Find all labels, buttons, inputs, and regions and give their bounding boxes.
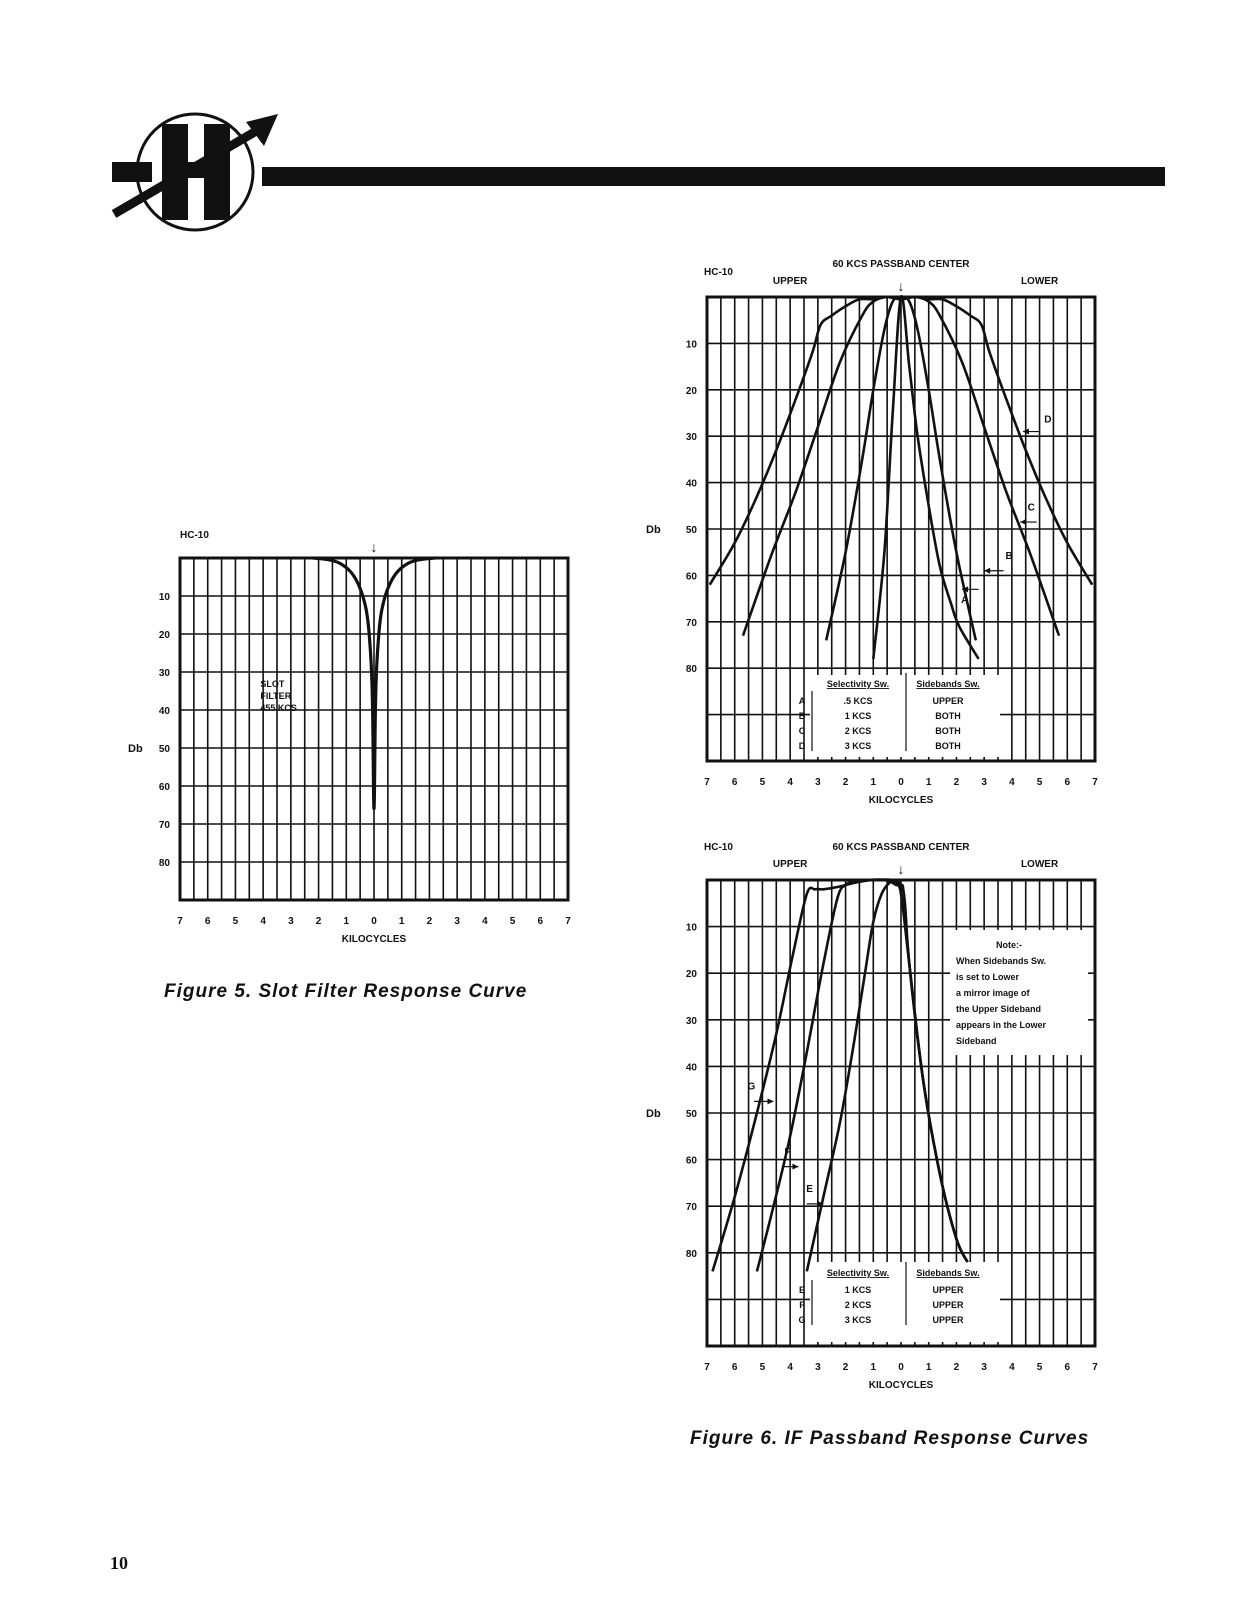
y-tick-label: 80 [685,664,697,676]
legend-selectivity: 1 KCS [844,711,872,721]
x-tick-label: 4 [260,916,266,927]
x-tick-label: 5 [1036,777,1043,788]
note-text: When Sidebands Sw. [956,956,1047,966]
annotation-text: 455 KCS [260,703,297,714]
series-label-a: A [961,595,969,607]
legend-selectivity: .5 KCS [843,696,873,706]
x-axis-label: KILOCYCLES [868,1380,934,1391]
arrowhead [792,1164,798,1170]
x-tick-label: 1 [925,777,932,788]
x-tick-label: 5 [759,1362,766,1373]
x-tick-label: 2 [315,916,322,927]
x-tick-label: 0 [898,1362,904,1373]
y-tick-label: 30 [685,1015,697,1027]
note-text: the Upper Sideband [956,1004,1042,1014]
model-label: HC-10 [704,267,733,278]
x-tick-label: 0 [371,916,377,927]
x-tick-label: 5 [232,916,239,927]
legend-sidebands: UPPER [932,1315,964,1325]
legend-selectivity: 3 KCS [844,1315,872,1325]
chart-title: 60 KCS PASSBAND CENTER [832,842,970,853]
note-text: Note:- [996,940,1022,950]
legend-sidebands: UPPER [932,696,964,706]
x-tick-label: 3 [815,777,821,788]
x-tick-label: 6 [1064,1362,1071,1373]
x-tick-label: 0 [898,777,904,788]
legend-sidebands: UPPER [932,1300,964,1310]
center-marker: ↓ [370,539,378,555]
legend-header-sidebands: Sidebands Sw. [916,679,980,689]
x-tick-label: 4 [787,1362,793,1373]
y-tick-label: 20 [685,969,697,981]
y-tick-label: 50 [685,1109,697,1120]
y-tick-label: 70 [685,1202,697,1214]
x-tick-label: 1 [398,916,405,927]
x-tick-label: 4 [1009,777,1015,788]
y-tick-label: 20 [685,385,697,397]
y-tick-label: 40 [685,1062,697,1074]
x-tick-label: 6 [204,916,211,927]
y-tick-label: 80 [158,858,170,869]
x-tick-label: 2 [953,777,960,788]
y-tick-label: 70 [685,617,697,629]
y-tick-label: 80 [685,1248,697,1260]
x-tick-label: 7 [1092,777,1098,788]
x-tick-label: 7 [704,777,710,788]
legend-sidebands: UPPER [932,1285,964,1295]
x-tick-label: 6 [537,916,544,927]
series-label-c: C [1027,502,1035,514]
legend-key: C [798,726,806,736]
legend-key: D [798,741,806,751]
x-tick-label: 3 [981,777,987,788]
series-label-b: B [1005,551,1013,563]
annotation-text: SLOT [260,679,285,690]
legend-key: A [798,696,806,706]
x-tick-label: 5 [509,916,516,927]
legend-key: B [798,711,806,721]
note-text: Sideband [956,1036,997,1046]
series-label-d: D [1044,414,1052,426]
legend-header-selectivity: Selectivity Sw. [826,679,890,689]
model-label: HC-10 [180,530,209,541]
center-marker: ↓ [897,278,905,294]
lower-sideband-label: LOWER [1020,859,1059,870]
arrowhead [1020,519,1026,525]
lower-sideband-label: LOWER [1020,276,1059,287]
y-tick-label: 10 [685,922,697,934]
y-tick-label: 40 [685,478,697,490]
legend-selectivity: 2 KCS [844,726,872,736]
x-tick-label: 2 [842,1362,849,1373]
series-label-f: F [784,1146,791,1158]
x-tick-label: 7 [565,916,571,927]
x-tick-label: 6 [731,777,738,788]
y-tick-label: 60 [158,782,170,793]
y-axis-label: Db [128,743,143,755]
y-tick-label: 70 [158,820,170,831]
legend-selectivity: 2 KCS [844,1300,872,1310]
x-axis-label: KILOCYCLES [341,934,407,945]
x-tick-label: 5 [759,777,766,788]
legend-selectivity: 1 KCS [844,1285,872,1295]
x-tick-label: 2 [953,1362,960,1373]
x-tick-label: 1 [925,1362,932,1373]
x-tick-label: 5 [1036,1362,1043,1373]
x-tick-label: 4 [787,777,793,788]
legend-selectivity: 3 KCS [844,741,872,751]
legend-header-selectivity: Selectivity Sw. [826,1268,890,1278]
curve-f [757,880,968,1272]
note-text: a mirror image of [956,988,1030,998]
x-tick-label: 7 [177,916,183,927]
legend-sidebands: BOTH [935,711,961,721]
annotation-text: FILTER [260,691,292,702]
x-tick-label: 1 [870,777,877,788]
chart-title: 60 KCS PASSBAND CENTER [832,259,970,270]
series-label-g: G [747,1081,756,1093]
x-tick-label: 3 [454,916,460,927]
x-tick-label: 7 [1092,1362,1098,1373]
legend-sidebands: BOTH [935,726,961,736]
x-tick-label: 7 [704,1362,710,1373]
y-axis-label: Db [646,524,661,536]
upper-sideband-label: UPPER [772,859,808,870]
x-tick-label: 2 [842,777,849,788]
x-axis-label: KILOCYCLES [868,795,934,806]
legend-sidebands: BOTH [935,741,961,751]
figure-6-caption: Figure 6. IF Passband Response Curves [690,1428,1090,1449]
x-tick-label: 3 [981,1362,987,1373]
x-tick-label: 3 [815,1362,821,1373]
y-tick-label: 20 [158,630,170,641]
y-tick-label: 50 [158,744,170,755]
y-tick-label: 30 [158,668,170,679]
y-axis-label: Db [646,1108,661,1120]
note-text: appears in the Lower [956,1020,1047,1030]
page-number: 10 [110,1553,128,1573]
y-tick-label: 60 [685,1155,697,1167]
x-tick-label: 6 [1064,777,1071,788]
model-label: HC-10 [704,842,733,853]
x-tick-label: 1 [343,916,350,927]
arrowhead [984,568,990,574]
upper-sideband-label: UPPER [772,276,808,287]
note-text: is set to Lower [956,972,1020,982]
x-tick-label: 6 [731,1362,738,1373]
legend-key: E [798,1285,806,1295]
y-tick-label: 50 [685,525,697,536]
series-label-e: E [806,1184,813,1196]
center-marker: ↓ [897,861,905,877]
legend-key: G [798,1315,806,1325]
y-tick-label: 30 [685,432,697,444]
x-tick-label: 3 [288,916,294,927]
x-tick-label: 4 [482,916,488,927]
slot-filter-chart [120,520,600,960]
y-tick-label: 40 [158,706,170,717]
if-passband-chart-upper [640,830,1120,1400]
if-passband-chart-both [640,245,1120,815]
legend-header-sidebands: Sidebands Sw. [916,1268,980,1278]
y-tick-label: 10 [685,339,697,351]
y-tick-label: 10 [158,592,170,603]
figure-5-caption: Figure 5. Slot Filter Response Curve [164,981,528,1002]
x-tick-label: 4 [1009,1362,1015,1373]
y-tick-label: 60 [685,571,697,583]
arrowhead [768,1098,774,1104]
header-rule [262,167,1165,186]
legend-key: F [799,1300,805,1310]
x-tick-label: 1 [870,1362,877,1373]
x-tick-label: 2 [426,916,433,927]
